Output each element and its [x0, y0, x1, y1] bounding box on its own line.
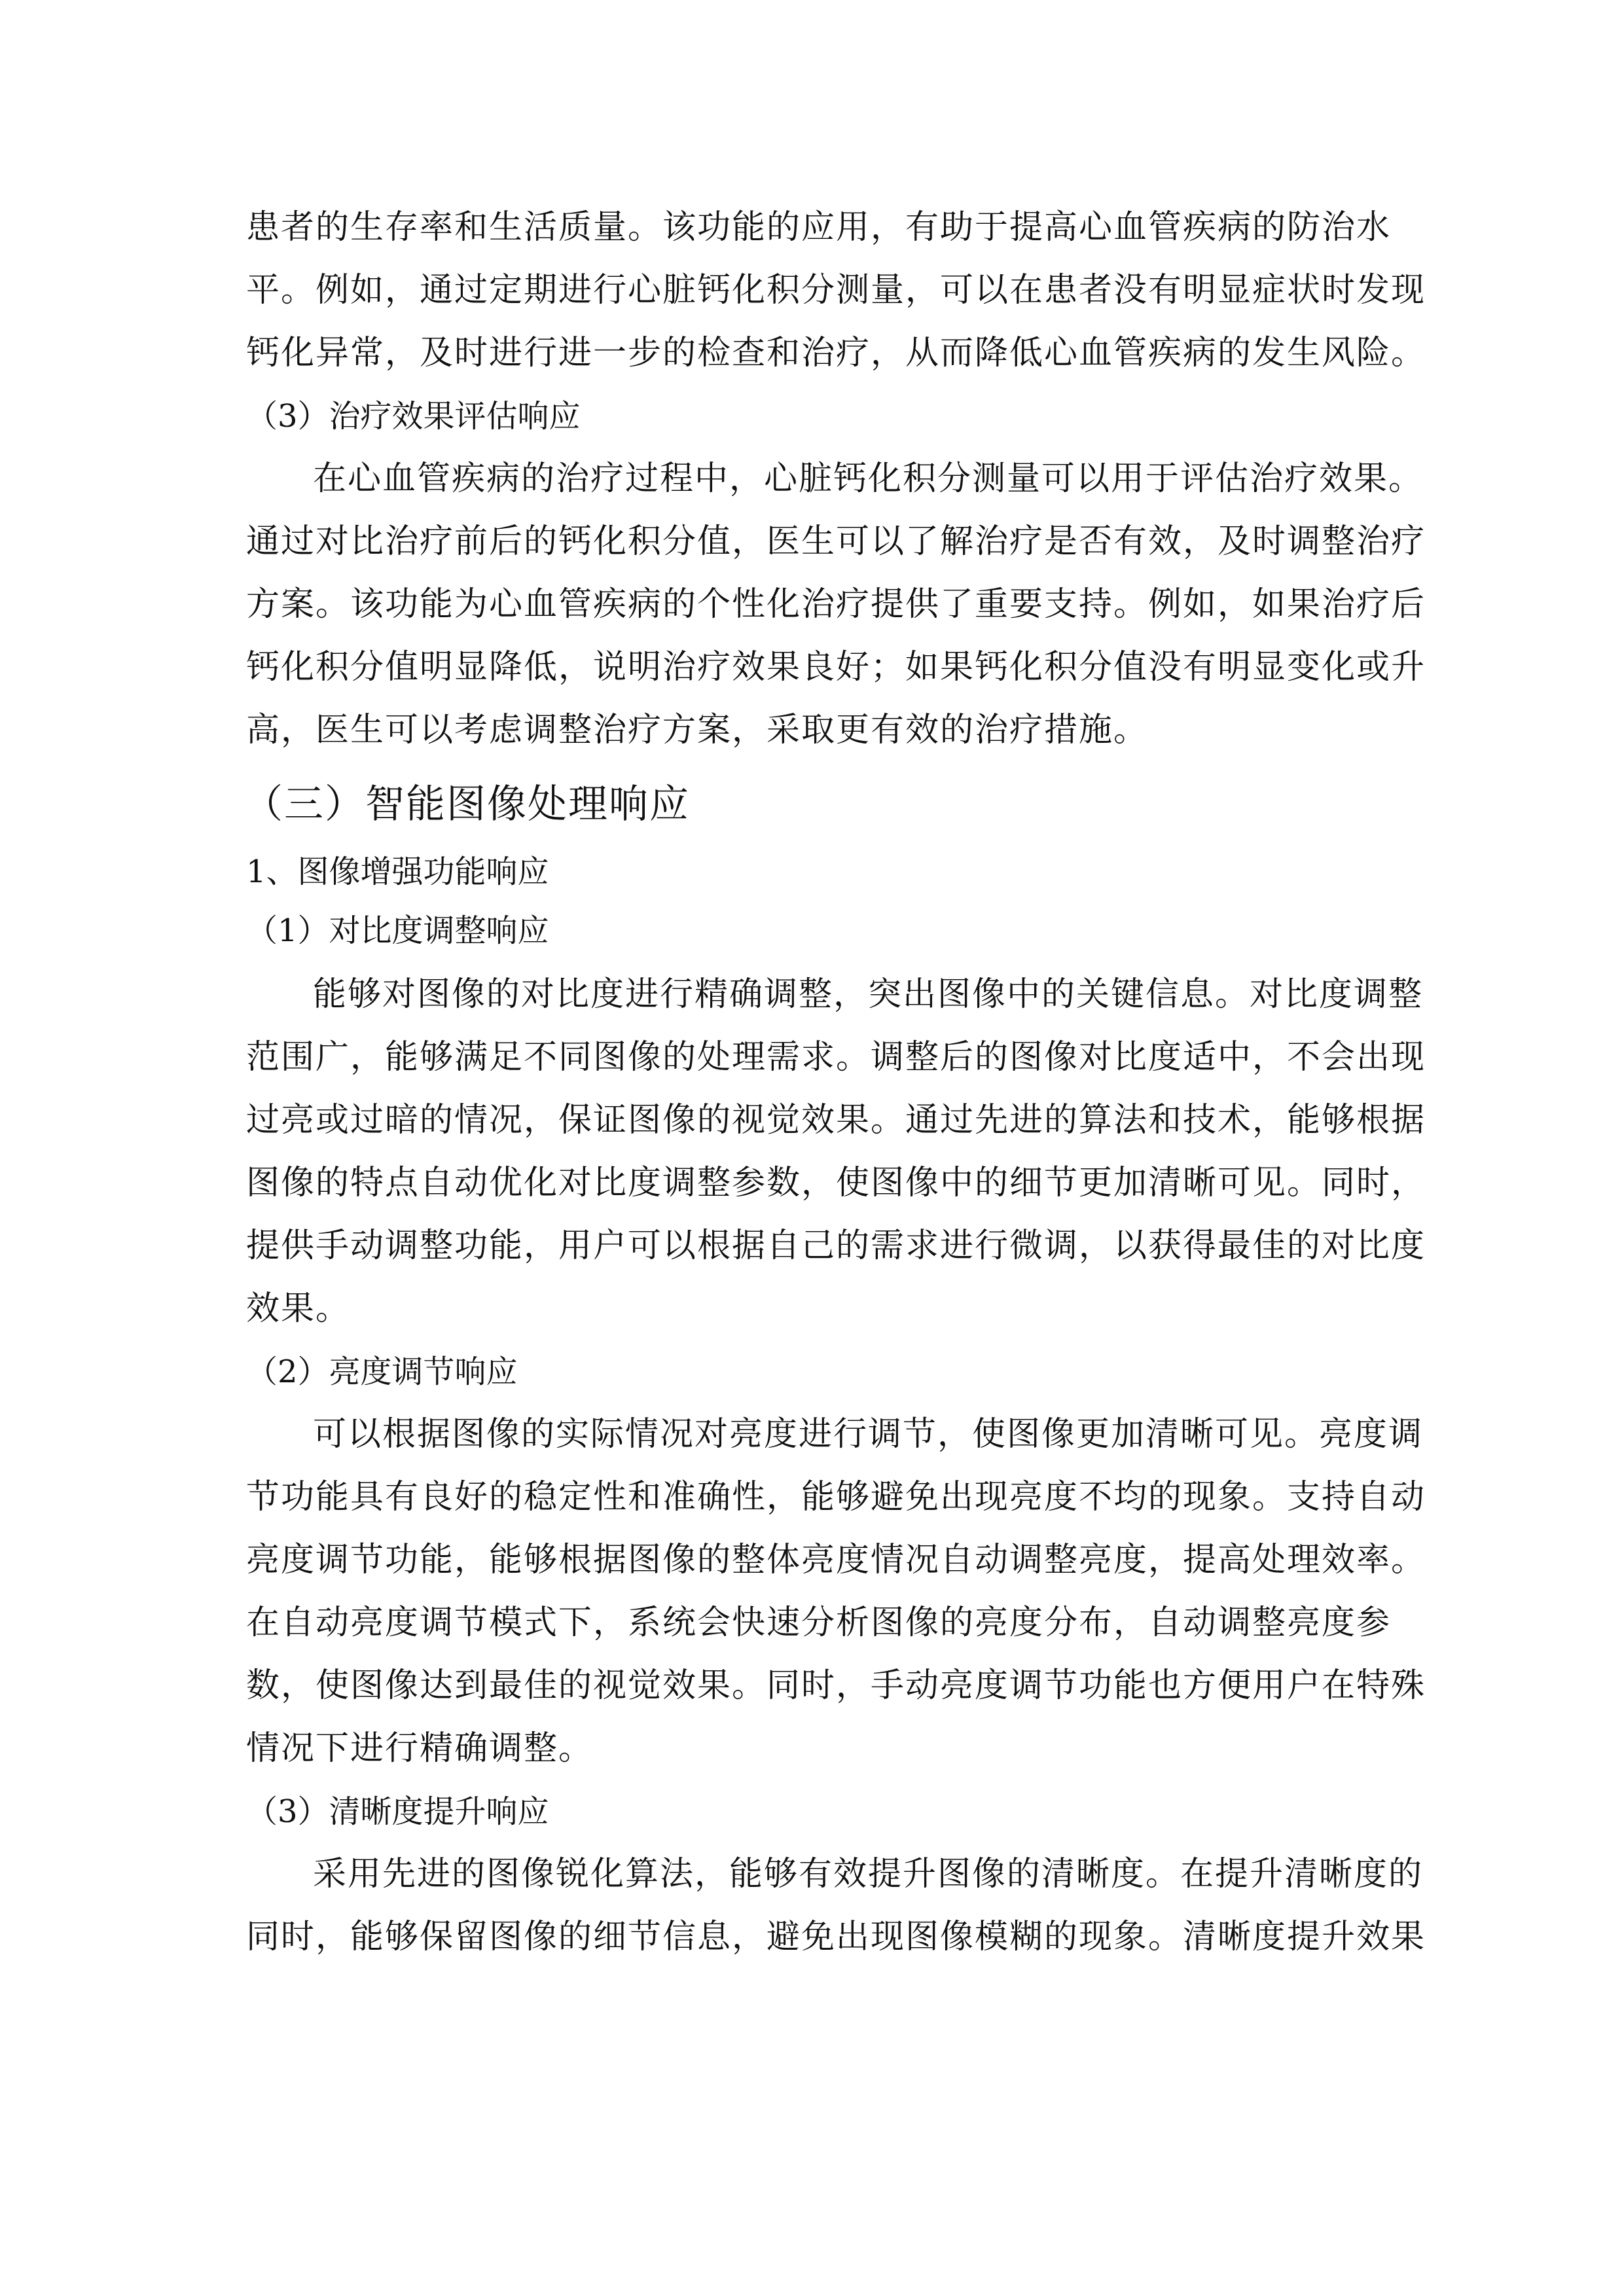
paragraph-line: 数，使图像达到最佳的视觉效果。同时，手动亮度调节功能也方便用户在特殊: [246, 1666, 1426, 1705]
paragraph-line: 提供手动调整功能，用户可以根据自己的需求进行微调，以获得最佳的对比度: [246, 1227, 1426, 1265]
paragraph-line: 效果。: [246, 1289, 351, 1328]
paragraph-line: 在自动亮度调节模式下，系统会快速分析图像的亮度分布，自动调整亮度参: [246, 1604, 1392, 1642]
paragraph-line: 平。例如，通过定期进行心脏钙化积分测量，可以在患者没有明显症状时发现: [246, 271, 1426, 310]
paragraph-line: 患者的生存率和生活质量。该功能的应用，有助于提高心血管疾病的防治水: [246, 208, 1392, 247]
item-heading-treatment-evaluation: （3）治疗效果评估响应: [246, 398, 581, 435]
paragraph-line: 钙化积分值明显降低，说明治疗效果良好；如果钙化积分值没有明显变化或升: [246, 648, 1426, 687]
paragraph-line: 节功能具有良好的稳定性和准确性，能够避免出现亮度不均的现象。支持自动: [246, 1478, 1426, 1516]
subsection-heading: 1、图像增强功能响应: [246, 853, 549, 890]
paragraph-line: 通过对比治疗前后的钙化积分值，医生可以了解治疗是否有效，及时调整治疗: [246, 522, 1426, 561]
paragraph-line: 高，医生可以考虑调整治疗方案，采取更有效的治疗措施。: [246, 711, 1149, 749]
paragraph-line: 钙化异常，及时进行进一步的检查和治疗，从而降低心血管疾病的发生风险。: [246, 334, 1426, 372]
paragraph-line: 同时，能够保留图像的细节信息，避免出现图像模糊的现象。清晰度提升效果: [246, 1918, 1426, 1956]
paragraph-line: 在心血管疾病的治疗过程中，心脏钙化积分测量可以用于评估治疗效果。: [313, 459, 1424, 498]
paragraph-line: 采用先进的图像锐化算法，能够有效提升图像的清晰度。在提升清晰度的: [313, 1855, 1424, 1893]
paragraph-line: 亮度调节功能，能够根据图像的整体亮度情况自动调整亮度，提高处理效率。: [246, 1541, 1426, 1579]
paragraph-line: 情况下进行精确调整。: [246, 1729, 594, 1768]
paragraph-line: 能够对图像的对比度进行精确调整，突出图像中的关键信息。对比度调整: [313, 975, 1424, 1014]
item-heading-brightness: （2）亮度调节响应: [246, 1354, 518, 1390]
paragraph-line: 范围广，能够满足不同图像的处理需求。调整后的图像对比度适中，不会出现: [246, 1038, 1426, 1077]
paragraph-line: 可以根据图像的实际情况对亮度进行调节，使图像更加清晰可见。亮度调: [313, 1415, 1424, 1454]
item-heading-contrast: （1）对比度调整响应: [246, 912, 549, 949]
section-heading: （三）智能图像处理响应: [244, 781, 690, 827]
item-heading-sharpness: （3）清晰度提升响应: [246, 1793, 549, 1830]
paragraph-line: 过亮或过暗的情况，保证图像的视觉效果。通过先进的算法和技术，能够根据: [246, 1101, 1426, 1139]
paragraph-line: 图像的特点自动优化对比度调整参数，使图像中的细节更加清晰可见。同时，: [246, 1164, 1426, 1202]
paragraph-line: 方案。该功能为心血管疾病的个性化治疗提供了重要支持。例如，如果治疗后: [246, 585, 1426, 624]
